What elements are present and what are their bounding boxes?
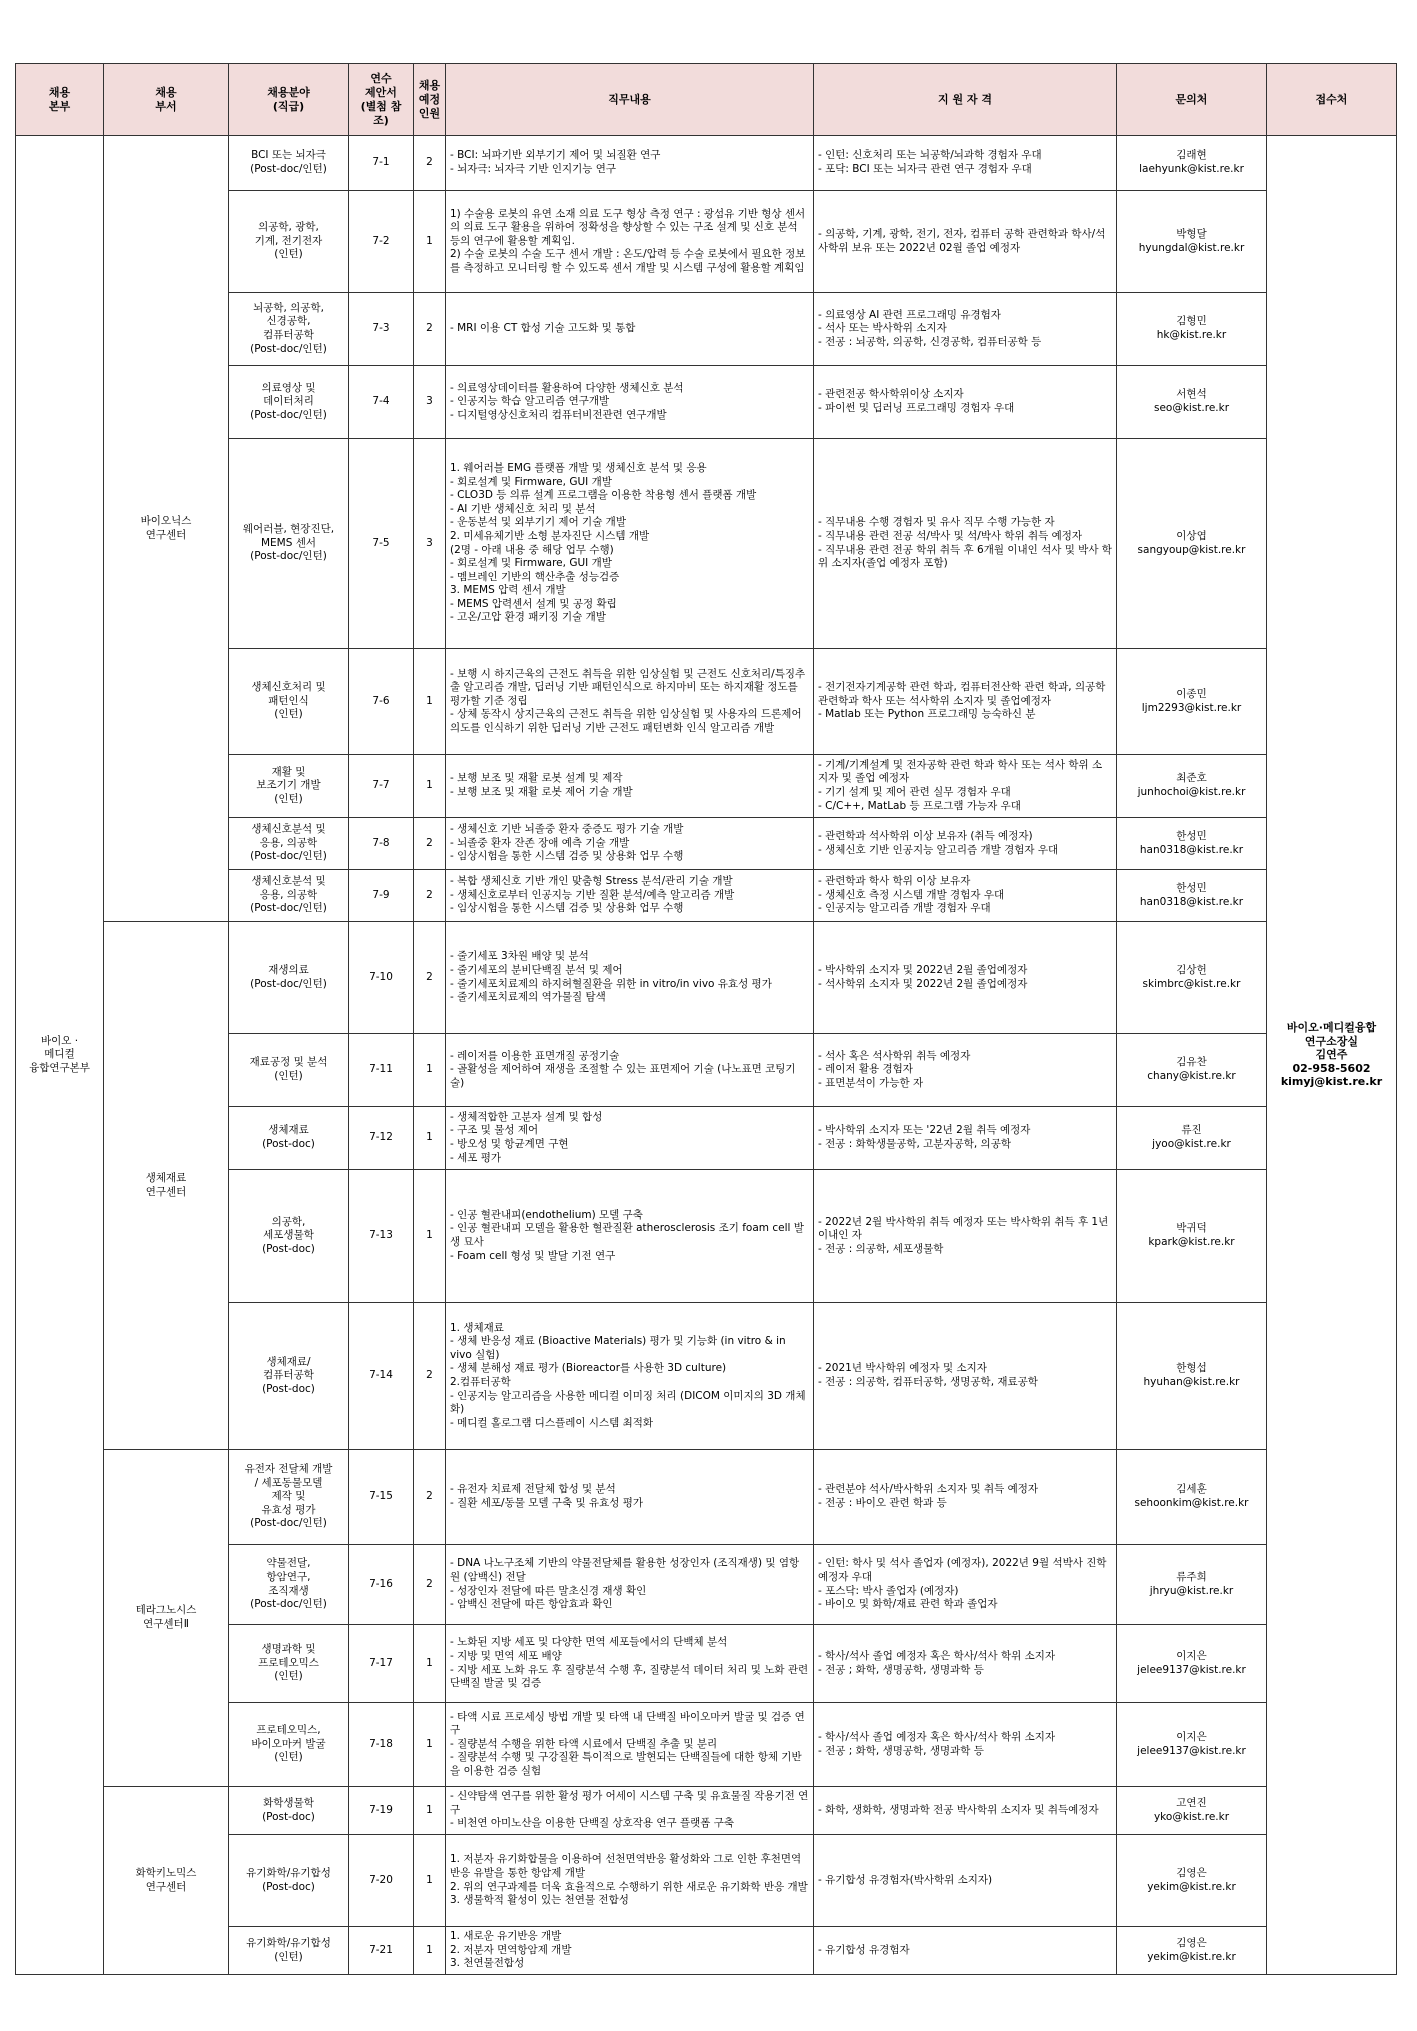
department-cell: 바이오닉스 연구센터 [104,136,229,922]
duty-cell: - 복합 생체신호 기반 개인 맞춤형 Stress 분석/관리 기술 개발 - 생체신호로부터 인공지능 기반 질환 분석/예측 알고리즘 개발 - 임상시험을 통한 시스템 검증 및 상용화 업무 수행 [446,870,814,922]
division-cell: 바이오 · 메디컬 융합연구본부 [16,136,104,1975]
field-cell: 생체신호분석 및 응용, 의공학 (Post-doc/인턴) [229,870,349,922]
field-cell: 뇌공학, 의공학, 신경공학, 컴퓨터공학 (Post-doc/인턴) [229,293,349,366]
qualification-cell: - 의공학, 기계, 광학, 전기, 전자, 컴퓨터 공학 관련학과 학사/석사학위 보유 또는 2022년 02월 졸업 예정자 [814,191,1117,293]
header-division: 채용 본부 [16,64,104,136]
qualification-cell: - 2021년 박사학위 예정자 및 소지자 - 전공 : 의공학, 컴퓨터공학, 생명공학, 재료공학 [814,1303,1117,1450]
duty-cell: - 줄기세포 3차원 배양 및 분석 - 줄기세포의 분비단백질 분석 및 제어 - 줄기세포치료제의 하지허혈질환을 위한 in vitro/in vivo 유효성 평가 - 줄기세포치료제의 역가물질 탐색 [446,922,814,1034]
contact-cell: 이지은 jelee9137@kist.re.kr [1117,1625,1267,1703]
field-cell: 생명과학 및 프로테오믹스 (인턴) [229,1625,349,1703]
qualification-cell: - 유기합성 유경험자(박사학위 소지자) [814,1835,1117,1927]
proposal-code-cell: 7-8 [349,818,414,870]
header-contact: 문의처 [1117,64,1267,136]
header-qualification: 지 원 자 격 [814,64,1117,136]
receiver-cell: 바이오·메디컬융합 연구소장실 김연주 02-958-5602 kimyj@kist.re.kr [1267,136,1397,1975]
department-cell: 화학키노믹스 연구센터 [104,1787,229,1975]
count-cell: 3 [414,366,446,439]
field-cell: 생체신호처리 및 패턴인식 (인턴) [229,649,349,755]
header-receiver: 접수처 [1267,64,1397,136]
contact-cell: 류주희 jhryu@kist.re.kr [1117,1545,1267,1625]
proposal-code-cell: 7-5 [349,439,414,649]
qualification-cell: - 학사/석사 졸업 예정자 혹은 학사/석사 학위 소지자 - 전공 ; 화학, 생명공학, 생명과학 등 [814,1703,1117,1787]
qualification-cell: - 기계/기계설계 및 전자공학 관련 학과 학사 또는 석사 학위 소지자 및 졸업 예정자 - 기기 설계 및 제어 관련 실무 경험자 우대 - C/C++, MatLab 등 프로그램 가능자 우대 [814,755,1117,818]
count-cell: 3 [414,439,446,649]
contact-cell: 김형민 hk@kist.re.kr [1117,293,1267,366]
field-cell: 프로테오믹스, 바이오마커 발굴 (인턴) [229,1703,349,1787]
count-cell: 2 [414,1545,446,1625]
field-cell: 생체재료/ 컴퓨터공학 (Post-doc) [229,1303,349,1450]
count-cell: 2 [414,136,446,191]
header-row [16,64,1397,136]
qualification-cell: - 박사학위 소지자 및 2022년 2월 졸업예정자 - 석사학위 소지자 및 2022년 2월 졸업예정자 [814,922,1117,1034]
qualification-cell: - 박사학위 소지자 또는 '22년 2월 취득 예정자 - 전공 : 화학생물공학, 고분자공학, 의공학 [814,1107,1117,1170]
field-cell: 약물전달, 항암연구, 조직재생 (Post-doc/인턴) [229,1545,349,1625]
field-cell: 재생의료 (Post-doc/인턴) [229,922,349,1034]
contact-cell: 김상헌 skimbrc@kist.re.kr [1117,922,1267,1034]
table-row [16,136,1397,191]
proposal-code-cell: 7-9 [349,870,414,922]
duty-cell: - 생체적합한 고분자 설계 및 합성 - 구조 및 물성 제어 - 방오성 및 항균계면 구현 - 세포 평가 [446,1107,814,1170]
field-cell: 생체재료 (Post-doc) [229,1107,349,1170]
header-proposal: 연수 제안서 (별첨 참조) [349,64,414,136]
field-cell: 의공학, 광학, 기계, 전기전자 (인턴) [229,191,349,293]
proposal-code-cell: 7-18 [349,1703,414,1787]
duty-cell: 1) 수술용 로봇의 유연 소재 의료 도구 형상 측정 연구 : 광섬유 기반 형상 센서의 의료 도구 활용을 위하여 정확성을 향상할 수 있는 구조 설계 및 신호 분석 등의 연구에 활용할 계획임. 2) 수술 로봇의 수술 도구 센서 개발 : 온도/압력 등 수술 로봇에서 필요한 정보를 측정하고 모니터링 할 수 있도록 센서 개발 및 시스템 구성에 활용할 계획임 [446,191,814,293]
contact-cell: 류진 jyoo@kist.re.kr [1117,1107,1267,1170]
duty-cell: - 신약탐색 연구를 위한 활성 평가 어세이 시스템 구축 및 유효물질 작용기전 연구 - 비천연 아미노산을 이용한 단백질 상호작용 연구 플랫폼 구축 [446,1787,814,1835]
proposal-code-cell: 7-12 [349,1107,414,1170]
duty-cell: 1. 저분자 유기화합물을 이용하여 선천면역반응 활성화와 그로 인한 후천면역반응 유발을 통한 항암제 개발 2. 위의 연구과제를 더욱 효율적으로 수행하기 위한 새로운 유기화학 반응 개발 3. 생물학적 활성이 있는 천연물 전합성 [446,1835,814,1927]
count-cell: 2 [414,818,446,870]
count-cell: 1 [414,1107,446,1170]
qualification-cell: - 화학, 생화학, 생명과학 전공 박사학위 소지자 및 취득예정자 [814,1787,1117,1835]
field-cell: 재료공정 및 분석 (인턴) [229,1034,349,1107]
field-cell: 의료영상 및 데이터처리 (Post-doc/인턴) [229,366,349,439]
field-cell: 유전자 전달체 개발 / 세포동물모델 제작 및 유효성 평가 (Post-doc/인턴) [229,1450,349,1545]
duty-cell: - 의료영상데이터를 활용하여 다양한 생체신호 분석 - 인공지능 학습 알고리즘 연구개발 - 디지털영상신호처리 컴퓨터비전관련 연구개발 [446,366,814,439]
contact-cell: 박귀덕 kpark@kist.re.kr [1117,1170,1267,1303]
duty-cell: - 타액 시료 프로세싱 방법 개발 및 타액 내 단백질 바이오마커 발굴 및 검증 연구 - 질량분석 수행을 위한 타액 시료에서 단백질 추출 및 분리 - 질량분석 수행 및 구강질환 특이적으로 발현되는 단백질들에 대한 항체 기반을 이용한 검증 실험 [446,1703,814,1787]
proposal-code-cell: 7-1 [349,136,414,191]
recruitment-table [15,63,1397,1975]
proposal-code-cell: 7-2 [349,191,414,293]
qualification-cell: - 유기합성 유경험자 [814,1927,1117,1975]
proposal-code-cell: 7-11 [349,1034,414,1107]
count-cell: 1 [414,1927,446,1975]
contact-cell: 한성민 han0318@kist.re.kr [1117,818,1267,870]
recruitment-document [15,63,1396,1975]
contact-cell: 김유찬 chany@kist.re.kr [1117,1034,1267,1107]
field-cell: 생체신호분석 및 응용, 의공학 (Post-doc/인턴) [229,818,349,870]
proposal-code-cell: 7-7 [349,755,414,818]
proposal-code-cell: 7-10 [349,922,414,1034]
duty-cell: 1. 웨어러블 EMG 플랫폼 개발 및 생체신호 분석 및 응용 - 회로설계 및 Firmware, GUI 개발 - CLO3D 등 의류 설계 프로그램을 이용한 착용형 센서 플랫폼 개발 - AI 기반 생체신호 처리 및 분석 - 운동분석 및 외부기기 제어 기술 개발 2. 미세유체기반 소형 분자진단 시스템 개발 (2명 - 아래 내용 중 해당 업무 수행) - 회로설계 및 Firmware, GUI 개발 - 멤브레인 기반의 핵산추출 성능검증 3. MEMS 압력 센서 개발 - MEMS 압력센서 설계 및 공정 확립 - 고온/고압 환경 패키징 기술 개발 [446,439,814,649]
proposal-code-cell: 7-6 [349,649,414,755]
qualification-cell: - 석사 혹은 석사학위 취득 예정자 - 레이저 활용 경험자 - 표면분석이 가능한 자 [814,1034,1117,1107]
proposal-code-cell: 7-16 [349,1545,414,1625]
contact-cell: 이종민 ljm2293@kist.re.kr [1117,649,1267,755]
field-cell: 의공학, 세포생물학 (Post-doc) [229,1170,349,1303]
qualification-cell: - 전기전자기계공학 관련 학과, 컴퓨터전산학 관련 학과, 의공학 관련학과 학사 또는 석사학위 소지자 및 졸업예정자 - Matlab 또는 Python 프로그래밍 능숙하신 분 [814,649,1117,755]
field-cell: 유기화학/유기합성 (Post-doc) [229,1835,349,1927]
qualification-cell: - 관련전공 학사학위이상 소지자 - 파이썬 및 딥러닝 프로그래밍 경험자 우대 [814,366,1117,439]
proposal-code-cell: 7-20 [349,1835,414,1927]
department-cell: 생체재료 연구센터 [104,922,229,1450]
duty-cell: 1. 생체재료 - 생체 반응성 재료 (Bioactive Materials) 평가 및 기능화 (in vitro & in vivo 실험) - 생체 분해성 재료 평가 (Bioreactor를 사용한 3D culture) 2.컴퓨터공학 - 인공지능 알고리즘을 사용한 메디컬 이미징 처리 (DICOM 이미지의 3D 개체화) - 메디컬 홀로그램 디스플레이 시스템 최적화 [446,1303,814,1450]
duty-cell: - 레이저를 이용한 표면개질 공정기술 - 골활성을 제어하여 재생을 조절할 수 있는 표면제어 기술 (나노표면 코팅기술) [446,1034,814,1107]
proposal-code-cell: 7-17 [349,1625,414,1703]
proposal-code-cell: 7-19 [349,1787,414,1835]
department-cell: 테라그노시스 연구센터Ⅱ [104,1450,229,1787]
contact-cell: 한성민 han0318@kist.re.kr [1117,870,1267,922]
count-cell: 1 [414,1835,446,1927]
contact-cell: 서현석 seo@kist.re.kr [1117,366,1267,439]
count-cell: 2 [414,922,446,1034]
qualification-cell: - 관련분야 석사/박사학위 소지자 및 취득 예정자 - 전공 : 바이오 관련 학과 등 [814,1450,1117,1545]
proposal-code-cell: 7-14 [349,1303,414,1450]
qualification-cell: - 인턴: 학사 및 석사 졸업자 (예정자), 2022년 9월 석박사 진학 예정자 우대 - 포스닥: 박사 졸업자 (예정자) - 바이오 및 화학/재료 관련 학과 졸업자 [814,1545,1117,1625]
proposal-code-cell: 7-15 [349,1450,414,1545]
qualification-cell: - 2022년 2월 박사학위 취득 예정자 또는 박사학위 취득 후 1년 이내인 자 - 전공 : 의공학, 세포생물학 [814,1170,1117,1303]
count-cell: 1 [414,649,446,755]
field-cell: BCI 또는 뇌자극 (Post-doc/인턴) [229,136,349,191]
count-cell: 1 [414,1625,446,1703]
contact-cell: 김세훈 sehoonkim@kist.re.kr [1117,1450,1267,1545]
duty-cell: - 노화된 지방 세포 및 다양한 면역 세포들에서의 단백체 분석 - 지방 및 면역 세포 배양 - 지방 세포 노화 유도 후 질량분석 수행 후, 질량분석 데이터 처리 및 노화 관련 단백질 발굴 및 검증 [446,1625,814,1703]
count-cell: 1 [414,1034,446,1107]
duty-cell: - 생체신호 기반 뇌졸중 환자 중증도 평가 기술 개발 - 뇌졸중 환자 잔존 장애 예측 기술 개발 - 임상시험을 통한 시스템 검증 및 상용화 업무 수행 [446,818,814,870]
header-field: 채용분야 (직급) [229,64,349,136]
contact-cell: 김영은 yekim@kist.re.kr [1117,1835,1267,1927]
contact-cell: 이지은 jelee9137@kist.re.kr [1117,1703,1267,1787]
field-cell: 웨어러블, 현장진단, MEMS 센서 (Post-doc/인턴) [229,439,349,649]
duty-cell: 1. 새로운 유기반응 개발 2. 저분자 면역항암제 개발 3. 천연물전합성 [446,1927,814,1975]
contact-cell: 고연진 yko@kist.re.kr [1117,1787,1267,1835]
proposal-code-cell: 7-4 [349,366,414,439]
table-row [16,1787,1397,1835]
duty-cell: - MRI 이용 CT 합성 기술 고도화 및 통합 [446,293,814,366]
proposal-code-cell: 7-13 [349,1170,414,1303]
qualification-cell: - 관련학과 석사학위 이상 보유자 (취득 예정자) - 생체신호 기반 인공지능 알고리즘 개발 경험자 우대 [814,818,1117,870]
count-cell: 2 [414,293,446,366]
qualification-cell: - 인턴: 신호처리 또는 뇌공학/뇌과학 경험자 우대 - 포닥: BCI 또는 뇌자극 관련 연구 경험자 우대 [814,136,1117,191]
contact-cell: 김영은 yekim@kist.re.kr [1117,1927,1267,1975]
field-cell: 재활 및 보조기기 개발 (인턴) [229,755,349,818]
duty-cell: - 보행 보조 및 재활 로봇 설계 및 제작 - 보행 보조 및 재활 로봇 제어 기술 개발 [446,755,814,818]
duty-cell: - BCI: 뇌파기반 외부기기 제어 및 뇌질환 연구 - 뇌자극: 뇌자극 기반 인지기능 연구 [446,136,814,191]
duty-cell: - DNA 나노구조체 기반의 약물전달체를 활용한 성장인자 (조직재생) 및 염항원 (암백신) 전달 - 성장인자 전달에 따른 말초신경 재생 확인 - 암백신 전달에 따른 항암효과 확인 [446,1545,814,1625]
count-cell: 1 [414,1787,446,1835]
count-cell: 1 [414,755,446,818]
table-row [16,922,1397,1034]
field-cell: 유기화학/유기합성 (인턴) [229,1927,349,1975]
qualification-cell: - 의료영상 AI 관련 프로그래밍 유경험자 - 석사 또는 박사학위 소지자 - 전공 : 뇌공학, 의공학, 신경공학, 컴퓨터공학 등 [814,293,1117,366]
count-cell: 1 [414,1703,446,1787]
qualification-cell: - 관련학과 학사 학위 이상 보유자 - 생체신호 측정 시스템 개발 경험자 우대 - 인공지능 알고리즘 개발 경험자 우대 [814,870,1117,922]
qualification-cell: - 학사/석사 졸업 예정자 혹은 학사/석사 학위 소지자 - 전공 ; 화학, 생명공학, 생명과학 등 [814,1625,1117,1703]
header-department: 채용 부서 [104,64,229,136]
proposal-code-cell: 7-21 [349,1927,414,1975]
contact-cell: 김래현 laehyunk@kist.re.kr [1117,136,1267,191]
contact-cell: 최준호 junhochoi@kist.re.kr [1117,755,1267,818]
duty-cell: - 보행 시 하지근육의 근전도 취득을 위한 임상실험 및 근전도 신호처리/특징추출 알고리즘 개발, 딥러닝 기반 패턴인식으로 하지마비 또는 하지재활 정도를 평가할 기준 정립 - 상체 동작시 상지근육의 근전도 취득을 위한 임상실험 및 사용자의 드론제어 의도를 인식하기 위한 딥러닝 기반 근전도 패턴변화 인식 알고리즘 개발 [446,649,814,755]
duty-cell: - 유전자 치료제 전달체 합성 및 분석 - 질환 세포/동물 모델 구축 및 유효성 평가 [446,1450,814,1545]
duty-cell: - 인공 혈관내피(endothelium) 모델 구축 - 인공 혈관내피 모델을 활용한 혈관질환 atherosclerosis 조기 foam cell 발생 묘사 - Foam cell 형성 및 발달 기전 연구 [446,1170,814,1303]
proposal-code-cell: 7-3 [349,293,414,366]
count-cell: 1 [414,191,446,293]
count-cell: 2 [414,1303,446,1450]
qualification-cell: - 직무내용 수행 경험자 및 유사 직무 수행 가능한 자 - 직무내용 관련 전공 석/박사 및 석/박사 학위 취득 예정자 - 직무내용 관련 전공 학위 취득 후 6개월 이내인 석사 및 박사 학위 소지자(졸업 예정자 포함) [814,439,1117,649]
count-cell: 2 [414,870,446,922]
table-row [16,1450,1397,1545]
header-duty: 직무내용 [446,64,814,136]
contact-cell: 박형달 hyungdal@kist.re.kr [1117,191,1267,293]
count-cell: 2 [414,1450,446,1545]
header-count: 채용 예정 인원 [414,64,446,136]
field-cell: 화학생물학 (Post-doc) [229,1787,349,1835]
contact-cell: 한형섭 hyuhan@kist.re.kr [1117,1303,1267,1450]
count-cell: 1 [414,1170,446,1303]
contact-cell: 이상엽 sangyoup@kist.re.kr [1117,439,1267,649]
